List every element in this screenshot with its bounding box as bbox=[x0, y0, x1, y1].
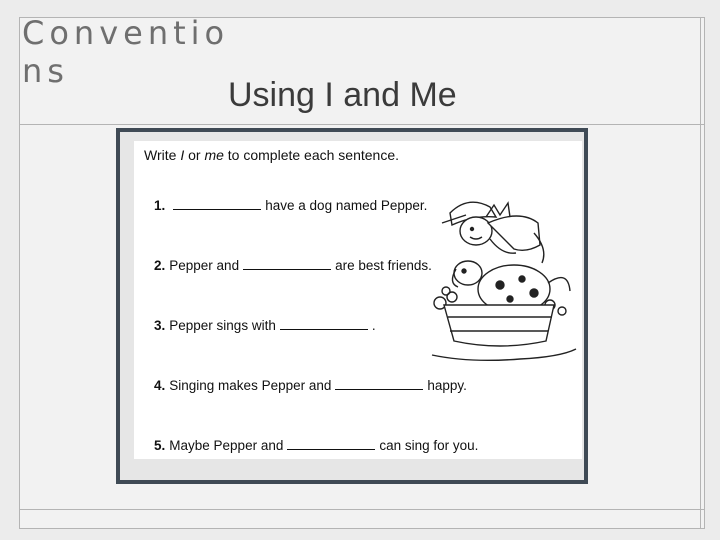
answer-blank bbox=[335, 378, 423, 390]
worksheet-instruction: Write I or me to complete each sentence. bbox=[144, 147, 399, 163]
answer-blank bbox=[280, 318, 368, 330]
slide-title: Using I and Me bbox=[228, 76, 457, 114]
footer-divider bbox=[19, 509, 705, 510]
worksheet-image bbox=[134, 141, 582, 459]
boy-washing-dog-illustration bbox=[430, 193, 578, 369]
answer-blank bbox=[243, 258, 331, 270]
answer-blank bbox=[173, 198, 261, 210]
sentence-5: 5. Maybe Pepper and can sing for you. bbox=[154, 438, 479, 453]
sentence-3: 3. Pepper sings with . bbox=[154, 318, 376, 333]
section-label: Conventions bbox=[22, 14, 230, 90]
sentence-4: 4. Singing makes Pepper and happy. bbox=[154, 378, 467, 393]
sentence-1: 1. have a dog named Pepper. bbox=[154, 198, 428, 213]
right-divider bbox=[700, 17, 701, 529]
sentence-2: 2. Pepper and are best friends. bbox=[154, 258, 432, 273]
answer-blank bbox=[287, 438, 375, 450]
header-divider bbox=[19, 124, 705, 125]
